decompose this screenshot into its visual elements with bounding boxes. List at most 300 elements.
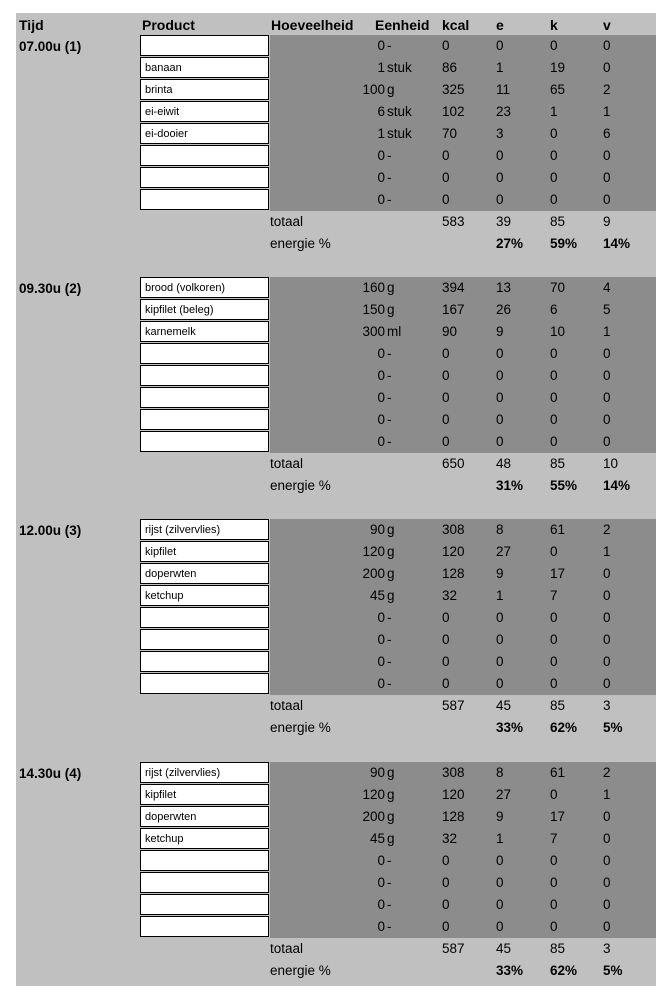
kcal-cell: 0 <box>442 875 450 890</box>
energy-fat-pct: 14% <box>603 478 631 493</box>
kcal-cell: 128 <box>442 809 465 824</box>
protein-cell: 27 <box>496 544 512 559</box>
quantity-cell: 0 <box>377 170 385 185</box>
table-row <box>270 409 656 431</box>
protein-cell: 1 <box>496 831 504 846</box>
fat-cell: 0 <box>603 632 611 647</box>
table-row <box>270 916 656 938</box>
protein-cell: 0 <box>496 170 504 185</box>
quantity-cell: 200 <box>362 809 385 824</box>
kcal-cell: 0 <box>442 148 450 163</box>
carbs-cell: 0 <box>550 919 558 934</box>
unit-cell: stuk <box>387 60 412 75</box>
carbs-cell: 0 <box>550 875 558 890</box>
protein-cell: 8 <box>496 765 504 780</box>
header-k: k <box>550 17 558 33</box>
unit-cell: g <box>387 566 395 581</box>
fat-cell: 0 <box>603 875 611 890</box>
carbs-cell: 7 <box>550 588 558 603</box>
kcal-cell: 0 <box>442 676 450 691</box>
meal-time: 07.00u (1) <box>19 39 82 54</box>
fat-cell: 0 <box>603 588 611 603</box>
carbs-cell: 70 <box>550 280 566 295</box>
table-row <box>270 431 656 453</box>
carbs-cell: 1 <box>550 104 558 119</box>
kcal-cell: 0 <box>442 170 450 185</box>
kcal-cell: 167 <box>442 302 465 317</box>
kcal-cell: 102 <box>442 104 465 119</box>
kcal-cell: 394 <box>442 280 465 295</box>
table-row <box>270 563 656 585</box>
fat-cell: 1 <box>603 787 611 802</box>
table-row <box>270 607 656 629</box>
total-carbs: 85 <box>550 941 566 956</box>
table-row <box>270 79 656 101</box>
quantity-cell: 120 <box>362 544 385 559</box>
energy-carbs-pct: 55% <box>550 478 578 493</box>
totals-row <box>270 695 656 717</box>
product-input[interactable] <box>140 167 269 188</box>
fat-cell: 0 <box>603 192 611 207</box>
carbs-cell: 0 <box>550 853 558 868</box>
unit-cell: - <box>387 170 392 185</box>
fat-cell: 0 <box>603 610 611 625</box>
carbs-cell: 65 <box>550 82 566 97</box>
totaal-label: totaal <box>270 456 304 471</box>
fat-cell: 0 <box>603 897 611 912</box>
quantity-cell: 300 <box>362 324 385 339</box>
table-row <box>270 541 656 563</box>
kcal-cell: 0 <box>442 390 450 405</box>
unit-cell: stuk <box>387 104 412 119</box>
table-row <box>270 35 656 57</box>
quantity-cell: 1 <box>377 60 385 75</box>
protein-cell: 27 <box>496 787 512 802</box>
table-row <box>270 673 656 695</box>
carbs-cell: 0 <box>550 610 558 625</box>
energy-carbs-pct: 62% <box>550 963 578 978</box>
energy-fat-pct: 5% <box>603 963 623 978</box>
product-input[interactable] <box>140 365 269 386</box>
protein-cell: 0 <box>496 192 504 207</box>
unit-cell: ml <box>387 324 402 339</box>
totals-row <box>270 938 656 960</box>
carbs-cell: 0 <box>550 897 558 912</box>
energie-label: energie % <box>270 720 331 735</box>
fat-cell: 0 <box>603 809 611 824</box>
quantity-cell: 150 <box>362 302 385 317</box>
protein-cell: 3 <box>496 126 504 141</box>
carbs-cell: 17 <box>550 809 566 824</box>
product-input[interactable]: brood (volkoren) <box>140 277 269 298</box>
fat-cell: 0 <box>603 654 611 669</box>
totals-row <box>270 211 656 233</box>
header-e: e <box>496 17 504 33</box>
fat-cell: 1 <box>603 544 611 559</box>
fat-cell: 0 <box>603 434 611 449</box>
unit-cell: - <box>387 346 392 361</box>
product-input[interactable] <box>140 651 269 672</box>
carbs-cell: 0 <box>550 654 558 669</box>
protein-cell: 0 <box>496 654 504 669</box>
carbs-cell: 0 <box>550 148 558 163</box>
quantity-cell: 0 <box>377 875 385 890</box>
header-eenheid: Eenheid <box>375 17 430 33</box>
energy-carbs-pct: 62% <box>550 720 578 735</box>
fat-cell: 0 <box>603 412 611 427</box>
table-row <box>270 806 656 828</box>
protein-cell: 0 <box>496 919 504 934</box>
meal-time: 12.00u (3) <box>19 523 82 538</box>
totaal-label: totaal <box>270 698 304 713</box>
fat-cell: 0 <box>603 60 611 75</box>
total-protein: 48 <box>496 456 512 471</box>
carbs-cell: 0 <box>550 676 558 691</box>
product-input[interactable]: brinta <box>140 79 269 100</box>
quantity-cell: 0 <box>377 192 385 207</box>
unit-cell: stuk <box>387 126 412 141</box>
total-carbs: 85 <box>550 214 566 229</box>
quantity-cell: 45 <box>369 588 385 603</box>
product-input[interactable]: banaan <box>140 57 269 78</box>
product-input[interactable]: ei-eiwit <box>140 101 269 122</box>
total-carbs: 85 <box>550 698 566 713</box>
table-row <box>270 872 656 894</box>
fat-cell: 0 <box>603 38 611 53</box>
table-row <box>270 365 656 387</box>
product-input[interactable] <box>140 145 269 166</box>
table-row <box>270 828 656 850</box>
kcal-cell: 90 <box>442 324 458 339</box>
total-protein: 45 <box>496 941 512 956</box>
totaal-label: totaal <box>270 941 304 956</box>
unit-cell: g <box>387 82 395 97</box>
totaal-label: totaal <box>270 214 304 229</box>
protein-cell: 9 <box>496 809 504 824</box>
quantity-cell: 45 <box>369 831 385 846</box>
protein-cell: 23 <box>496 104 512 119</box>
energy-fat-pct: 5% <box>603 720 623 735</box>
product-input[interactable]: doperwten <box>140 806 269 827</box>
unit-cell: - <box>387 919 392 934</box>
quantity-cell: 90 <box>369 765 385 780</box>
fat-cell: 0 <box>603 919 611 934</box>
product-input[interactable] <box>140 850 269 871</box>
table-row <box>270 651 656 673</box>
product-input[interactable]: karnemelk <box>140 321 269 342</box>
quantity-cell: 200 <box>362 566 385 581</box>
quantity-cell: 0 <box>377 654 385 669</box>
total-fat: 10 <box>603 456 619 471</box>
unit-cell: g <box>387 588 395 603</box>
product-input[interactable]: ei-dooier <box>140 123 269 144</box>
header-product: Product <box>142 17 195 33</box>
quantity-cell: 0 <box>377 368 385 383</box>
quantity-cell: 100 <box>362 82 385 97</box>
fat-cell: 4 <box>603 280 611 295</box>
protein-cell: 0 <box>496 390 504 405</box>
table-row <box>270 299 656 321</box>
kcal-cell: 32 <box>442 588 458 603</box>
energy-percent-row <box>270 717 656 739</box>
product-input[interactable] <box>140 629 269 650</box>
protein-cell: 1 <box>496 588 504 603</box>
kcal-cell: 120 <box>442 787 465 802</box>
product-input[interactable]: ketchup <box>140 585 269 606</box>
product-input[interactable] <box>140 872 269 893</box>
energy-percent-row <box>270 960 656 982</box>
carbs-cell: 0 <box>550 126 558 141</box>
total-kcal: 650 <box>442 456 465 471</box>
protein-cell: 26 <box>496 302 512 317</box>
quantity-cell: 0 <box>377 853 385 868</box>
meal-time: 14.30u (4) <box>19 766 82 781</box>
carbs-cell: 19 <box>550 60 566 75</box>
fat-cell: 0 <box>603 390 611 405</box>
kcal-cell: 0 <box>442 632 450 647</box>
product-input[interactable]: kipfilet (beleg) <box>140 299 269 320</box>
protein-cell: 0 <box>496 632 504 647</box>
kcal-cell: 120 <box>442 544 465 559</box>
fat-cell: 0 <box>603 676 611 691</box>
product-input[interactable] <box>140 189 269 210</box>
carbs-cell: 17 <box>550 566 566 581</box>
quantity-cell: 90 <box>369 522 385 537</box>
kcal-cell: 308 <box>442 522 465 537</box>
carbs-cell: 7 <box>550 831 558 846</box>
kcal-cell: 0 <box>442 346 450 361</box>
table-row <box>270 57 656 79</box>
fat-cell: 5 <box>603 302 611 317</box>
carbs-cell: 0 <box>550 632 558 647</box>
total-protein: 39 <box>496 214 512 229</box>
quantity-cell: 0 <box>377 148 385 163</box>
unit-cell: - <box>387 875 392 890</box>
quantity-cell: 120 <box>362 787 385 802</box>
protein-cell: 0 <box>496 38 504 53</box>
energie-label: energie % <box>270 963 331 978</box>
kcal-cell: 325 <box>442 82 465 97</box>
kcal-cell: 0 <box>442 38 450 53</box>
product-input[interactable]: doperwten <box>140 563 269 584</box>
protein-cell: 0 <box>496 875 504 890</box>
table-row <box>270 585 656 607</box>
energie-label: energie % <box>270 236 331 251</box>
fat-cell: 2 <box>603 82 611 97</box>
total-kcal: 587 <box>442 941 465 956</box>
table-row <box>270 629 656 651</box>
quantity-cell: 0 <box>377 676 385 691</box>
quantity-cell: 0 <box>377 919 385 934</box>
fat-cell: 0 <box>603 170 611 185</box>
kcal-cell: 0 <box>442 192 450 207</box>
kcal-cell: 0 <box>442 919 450 934</box>
table-row <box>270 387 656 409</box>
unit-cell: g <box>387 302 395 317</box>
energy-percent-row <box>270 475 656 497</box>
unit-cell: - <box>387 368 392 383</box>
kcal-cell: 0 <box>442 412 450 427</box>
protein-cell: 13 <box>496 280 512 295</box>
unit-cell: - <box>387 676 392 691</box>
protein-cell: 0 <box>496 853 504 868</box>
protein-cell: 9 <box>496 324 504 339</box>
kcal-cell: 0 <box>442 654 450 669</box>
product-input[interactable] <box>140 409 269 430</box>
table-row <box>270 101 656 123</box>
totals-row <box>270 453 656 475</box>
unit-cell: - <box>387 654 392 669</box>
product-input[interactable] <box>140 673 269 694</box>
product-input[interactable]: rijst (zilvervlies) <box>140 519 269 540</box>
total-kcal: 587 <box>442 698 465 713</box>
carbs-cell: 0 <box>550 38 558 53</box>
fat-cell: 0 <box>603 346 611 361</box>
energy-percent-row <box>270 233 656 255</box>
total-carbs: 85 <box>550 456 566 471</box>
table-row <box>270 167 656 189</box>
header-v: v <box>603 17 611 33</box>
quantity-cell: 0 <box>377 412 385 427</box>
table-row <box>270 145 656 167</box>
product-input[interactable]: kipfilet <box>140 541 269 562</box>
product-input[interactable] <box>140 916 269 937</box>
product-input[interactable]: ketchup <box>140 828 269 849</box>
product-input[interactable] <box>140 431 269 452</box>
product-input[interactable]: rijst (zilvervlies) <box>140 762 269 783</box>
fat-cell: 0 <box>603 368 611 383</box>
unit-cell: g <box>387 787 395 802</box>
kcal-cell: 70 <box>442 126 458 141</box>
product-input[interactable] <box>140 387 269 408</box>
table-row <box>270 784 656 806</box>
total-fat: 3 <box>603 698 611 713</box>
table-row <box>270 277 656 299</box>
fat-cell: 0 <box>603 853 611 868</box>
protein-cell: 0 <box>496 412 504 427</box>
unit-cell: - <box>387 434 392 449</box>
protein-cell: 0 <box>496 676 504 691</box>
unit-cell: - <box>387 38 392 53</box>
unit-cell: g <box>387 809 395 824</box>
quantity-cell: 0 <box>377 632 385 647</box>
kcal-cell: 0 <box>442 897 450 912</box>
carbs-cell: 0 <box>550 787 558 802</box>
protein-cell: 0 <box>496 610 504 625</box>
fat-cell: 1 <box>603 324 611 339</box>
energy-protein-pct: 33% <box>496 963 524 978</box>
carbs-cell: 0 <box>550 434 558 449</box>
kcal-cell: 128 <box>442 566 465 581</box>
fat-cell: 1 <box>603 104 611 119</box>
table-row <box>270 189 656 211</box>
unit-cell: g <box>387 544 395 559</box>
protein-cell: 0 <box>496 346 504 361</box>
kcal-cell: 86 <box>442 60 458 75</box>
carbs-cell: 0 <box>550 544 558 559</box>
unit-cell: g <box>387 831 395 846</box>
fat-cell: 2 <box>603 522 611 537</box>
energy-fat-pct: 14% <box>603 236 631 251</box>
table-row <box>270 519 656 541</box>
unit-cell: - <box>387 192 392 207</box>
quantity-cell: 0 <box>377 897 385 912</box>
protein-cell: 8 <box>496 522 504 537</box>
kcal-cell: 0 <box>442 434 450 449</box>
table-row <box>270 321 656 343</box>
carbs-cell: 0 <box>550 412 558 427</box>
table-row <box>270 762 656 784</box>
table-row <box>270 343 656 365</box>
total-fat: 3 <box>603 941 611 956</box>
table-row <box>270 894 656 916</box>
fat-cell: 6 <box>603 126 611 141</box>
protein-cell: 0 <box>496 368 504 383</box>
energy-protein-pct: 27% <box>496 236 524 251</box>
unit-cell: - <box>387 853 392 868</box>
product-input[interactable] <box>140 343 269 364</box>
protein-cell: 9 <box>496 566 504 581</box>
quantity-cell: 0 <box>377 434 385 449</box>
quantity-cell: 0 <box>377 610 385 625</box>
product-input[interactable] <box>140 35 269 56</box>
protein-cell: 1 <box>496 60 504 75</box>
quantity-cell: 0 <box>377 346 385 361</box>
quantity-cell: 160 <box>362 280 385 295</box>
meal-time: 09.30u (2) <box>19 281 82 296</box>
kcal-cell: 0 <box>442 853 450 868</box>
carbs-cell: 0 <box>550 368 558 383</box>
header-hoeveelheid: Hoeveelheid <box>271 17 354 33</box>
kcal-cell: 0 <box>442 610 450 625</box>
unit-cell: g <box>387 280 395 295</box>
product-input[interactable] <box>140 894 269 915</box>
kcal-cell: 0 <box>442 368 450 383</box>
unit-cell: g <box>387 522 395 537</box>
carbs-cell: 61 <box>550 765 566 780</box>
protein-cell: 0 <box>496 897 504 912</box>
energy-carbs-pct: 59% <box>550 236 578 251</box>
kcal-cell: 32 <box>442 831 458 846</box>
fat-cell: 0 <box>603 831 611 846</box>
table-row <box>270 123 656 145</box>
protein-cell: 0 <box>496 148 504 163</box>
quantity-cell: 6 <box>377 104 385 119</box>
quantity-cell: 0 <box>377 38 385 53</box>
table-row <box>270 850 656 872</box>
unit-cell: g <box>387 765 395 780</box>
quantity-cell: 0 <box>377 390 385 405</box>
total-fat: 9 <box>603 214 611 229</box>
header-tijd: Tijd <box>19 17 44 33</box>
carbs-cell: 0 <box>550 170 558 185</box>
energy-protein-pct: 33% <box>496 720 524 735</box>
header-kcal: kcal <box>442 17 470 33</box>
fat-cell: 0 <box>603 566 611 581</box>
product-input[interactable]: kipfilet <box>140 784 269 805</box>
total-kcal: 583 <box>442 214 465 229</box>
product-input[interactable] <box>140 607 269 628</box>
unit-cell: - <box>387 610 392 625</box>
carbs-cell: 10 <box>550 324 566 339</box>
carbs-cell: 0 <box>550 390 558 405</box>
fat-cell: 0 <box>603 148 611 163</box>
quantity-cell: 1 <box>377 126 385 141</box>
unit-cell: - <box>387 390 392 405</box>
carbs-cell: 0 <box>550 346 558 361</box>
unit-cell: - <box>387 897 392 912</box>
kcal-cell: 308 <box>442 765 465 780</box>
